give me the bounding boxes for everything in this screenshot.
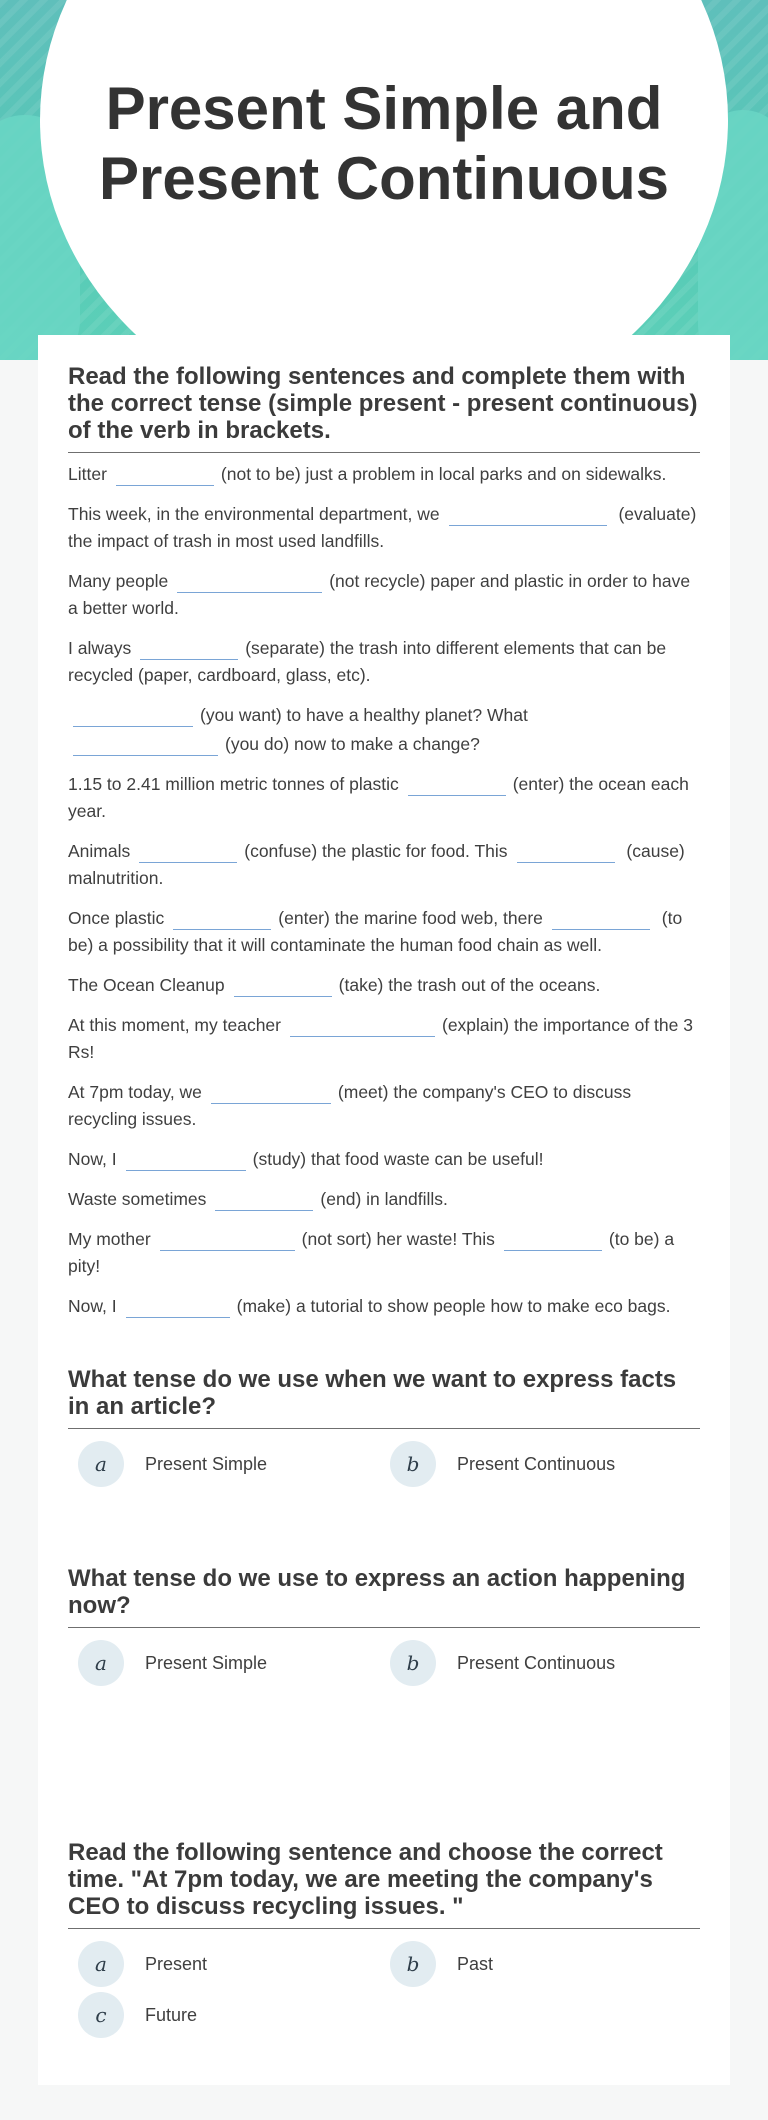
question-1 [68, 1366, 700, 1501]
sentence-11: At 7pm today, we (meet) the company's CEO to discuss recycling issues. [68, 1082, 632, 1129]
answer-blank[interactable] [552, 909, 650, 930]
option-a[interactable] [78, 1441, 267, 1487]
answer-blank[interactable] [504, 1230, 602, 1251]
option-list [68, 1441, 700, 1501]
sentence-12: Now, I (study) that food waste can be useful! [68, 1149, 544, 1169]
sentence-2: This week, in the environmental department, we (evaluate) the impact of trash in most used landfills. [68, 504, 697, 551]
letter-a-badge: a [78, 1941, 124, 1987]
option-c[interactable] [78, 1992, 197, 2038]
answer-blank[interactable] [173, 909, 271, 930]
answer-blank[interactable] [449, 505, 607, 526]
question-2 [68, 1565, 700, 1700]
question-heading: What tense do we use when we want to express facts in an article? [68, 1366, 700, 1429]
option-a[interactable] [78, 1640, 267, 1686]
sentence-10: At this moment, my teacher (explain) the importance of the 3 Rs! [68, 1015, 693, 1062]
option-label: Present Continuous [457, 1453, 616, 1474]
answer-blank[interactable] [517, 842, 615, 863]
answer-blank[interactable] [140, 639, 238, 660]
letter-b-badge: b [390, 1640, 436, 1686]
option-a[interactable] [78, 1941, 207, 1987]
sentence-list [68, 459, 700, 1320]
option-label: Present Simple [145, 1652, 268, 1673]
sentence-1: Litter (not to be) just a problem in local parks and on sidewalks. [68, 464, 667, 484]
answer-blank[interactable] [73, 735, 218, 756]
answer-blank[interactable] [160, 1230, 295, 1251]
sentence-5: (you want) to have a healthy planet? What (you do) now to make a change? [68, 700, 700, 758]
sentence-7: Animals (confuse) the plastic for food. This (cause) malnutrition. [68, 841, 685, 888]
answer-blank[interactable] [290, 1016, 435, 1037]
question-heading: Read the following sentence and choose the correct time. "At 7pm today, we are meeting the company's CEO to discuss recycling issues. " [68, 1839, 700, 1929]
sentence-14: My mother (not sort) her waste! This (to be) a pity! [68, 1229, 675, 1276]
option-b[interactable] [390, 1941, 493, 1987]
option-b[interactable] [390, 1640, 615, 1686]
sentence-15: Now, I (make) a tutorial to show people how to make eco bags. [68, 1296, 671, 1316]
option-list [68, 1941, 700, 2053]
page-title: Present Simple and Present Continuous [98, 75, 670, 212]
option-label: Future [145, 2004, 198, 2025]
option-label: Past [457, 1953, 494, 1974]
answer-blank[interactable] [177, 572, 322, 593]
option-label: Present [145, 1953, 208, 1974]
sentence-9: The Ocean Cleanup (take) the trash out of the oceans. [68, 975, 601, 995]
sentence-13: Waste sometimes (end) in landfills. [68, 1189, 448, 1209]
worksheet-card [38, 335, 730, 2085]
letter-b-badge: b [390, 1941, 436, 1987]
option-b[interactable] [390, 1441, 615, 1487]
option-list [68, 1640, 700, 1700]
question-3 [68, 1839, 700, 2053]
answer-blank[interactable] [408, 775, 506, 796]
answer-blank[interactable] [234, 976, 332, 997]
letter-c-badge: c [78, 1992, 124, 2038]
sentence-6: 1.15 to 2.41 million metric tonnes of plastic (enter) the ocean each year. [68, 774, 689, 821]
sentence-8: Once plastic (enter) the marine food web, there (to be) a possibility that it will contaminate the human food chain as well. [68, 908, 683, 955]
option-label: Present Simple [145, 1453, 268, 1474]
answer-blank[interactable] [126, 1150, 246, 1171]
header-banner [0, 0, 768, 360]
answer-blank[interactable] [215, 1190, 313, 1211]
option-label: Present Continuous [457, 1652, 616, 1673]
sentence-3: Many people (not recycle) paper and plastic in order to have a better world. [68, 571, 691, 618]
letter-a-badge: a [78, 1441, 124, 1487]
exercise-fill-in [68, 363, 700, 1331]
answer-blank[interactable] [116, 465, 214, 486]
sentence-4: I always (separate) the trash into different elements that can be recycled (paper, cardboard, glass, etc). [68, 638, 667, 685]
exercise-heading: Read the following sentences and complete them with the correct tense (simple present - present continuous) of the verb in brackets. [68, 363, 700, 453]
answer-blank[interactable] [73, 706, 193, 727]
answer-blank[interactable] [126, 1297, 230, 1318]
letter-a-badge: a [78, 1640, 124, 1686]
letter-b-badge: b [390, 1441, 436, 1487]
answer-blank[interactable] [211, 1083, 331, 1104]
answer-blank[interactable] [139, 842, 237, 863]
question-heading: What tense do we use to express an action happening now? [68, 1565, 700, 1628]
